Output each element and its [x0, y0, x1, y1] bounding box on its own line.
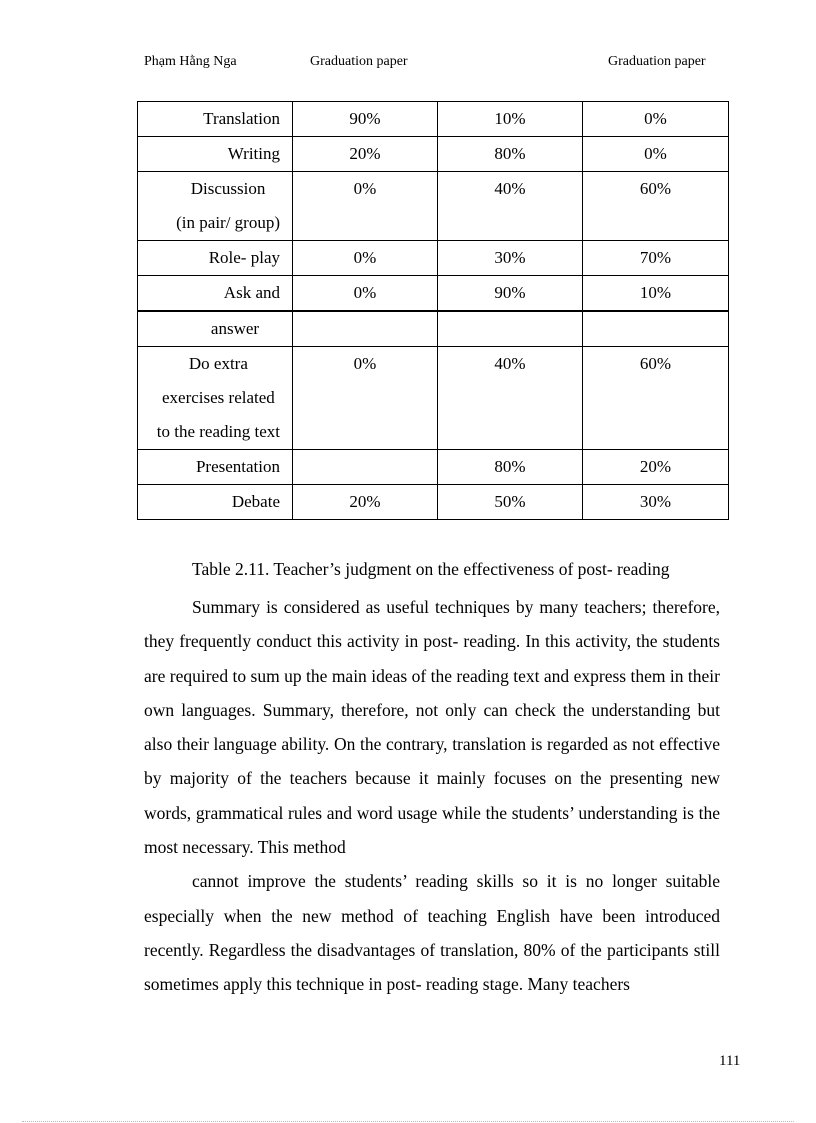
table-row [138, 276, 729, 312]
value-cell: 50% [438, 485, 583, 520]
table-row [138, 347, 729, 450]
table-caption: Table 2.11. Teacher’s judgment on the effectiveness of post- reading [192, 559, 670, 579]
value-cell [583, 311, 729, 347]
effectiveness-table [137, 101, 729, 520]
activity-cell: Debate [138, 485, 293, 520]
value-cell: 0% [293, 241, 438, 276]
header-author: Phạm Hằng Nga [144, 54, 237, 69]
value-cell: 60% [583, 347, 729, 450]
value-cell: 20% [293, 137, 438, 172]
value-cell: 80% [438, 137, 583, 172]
table-row [138, 241, 729, 276]
activity-cell: Ask and [138, 276, 293, 312]
value-cell: 80% [438, 450, 583, 485]
value-cell: 0% [293, 347, 438, 450]
activity-cell: Do extra exercises related to the reading text [138, 347, 293, 450]
value-cell: 40% [438, 172, 583, 241]
value-cell: 70% [583, 241, 729, 276]
value-cell [293, 450, 438, 485]
value-cell: 20% [583, 450, 729, 485]
activity-cell: Discussion (in pair/ group) [138, 172, 293, 241]
value-cell: 0% [293, 172, 438, 241]
table-row [138, 172, 729, 241]
table-row [138, 102, 729, 137]
value-cell: 0% [293, 276, 438, 312]
table-row [138, 485, 729, 520]
value-cell [438, 311, 583, 347]
value-cell [293, 311, 438, 347]
value-cell: 90% [293, 102, 438, 137]
paragraph: cannot improve the students’ reading skills so it is no longer suitable especially when the new method of teaching English have been introduced recently. Regardless the disadvantages of translation, 80% of the participants still sometimes apply this technique in post- reading stage. Many teachers [144, 871, 720, 995]
table-row [138, 137, 729, 172]
activity-cell: Role- play [138, 241, 293, 276]
value-cell: 0% [583, 102, 729, 137]
paragraph: Summary is considered as useful techniques by many teachers; therefore, they frequently conduct this activity in post- reading. In this activity, the students are required to sum up the main ideas of the reading text and express them in their own languages. Summary, therefore, not only can check the understanding but also their language ability. On the contrary, translation is regarded as not effective by majority of the teachers because it mainly focuses on the presenting new words, grammatical rules and word usage while the students’ understanding is the most necessary. This method [144, 597, 720, 858]
value-cell: 0% [583, 137, 729, 172]
table-row [138, 311, 729, 347]
value-cell: 30% [583, 485, 729, 520]
header-title-left: Graduation paper [310, 54, 408, 69]
table-row [138, 450, 729, 485]
header-title-right: Graduation paper [608, 54, 706, 69]
activity-cell: Writing [138, 137, 293, 172]
activity-cell: Presentation [138, 450, 293, 485]
value-cell: 30% [438, 241, 583, 276]
page-header [0, 54, 816, 74]
value-cell: 60% [583, 172, 729, 241]
value-cell: 20% [293, 485, 438, 520]
footer-divider [22, 1121, 794, 1122]
value-cell: 40% [438, 347, 583, 450]
activity-cell: Translation [138, 102, 293, 137]
body-text [144, 590, 720, 1002]
value-cell: 90% [438, 276, 583, 312]
value-cell: 10% [438, 102, 583, 137]
activity-cell: answer [138, 311, 293, 347]
page-number: 111 [719, 1053, 741, 1069]
value-cell: 10% [583, 276, 729, 312]
